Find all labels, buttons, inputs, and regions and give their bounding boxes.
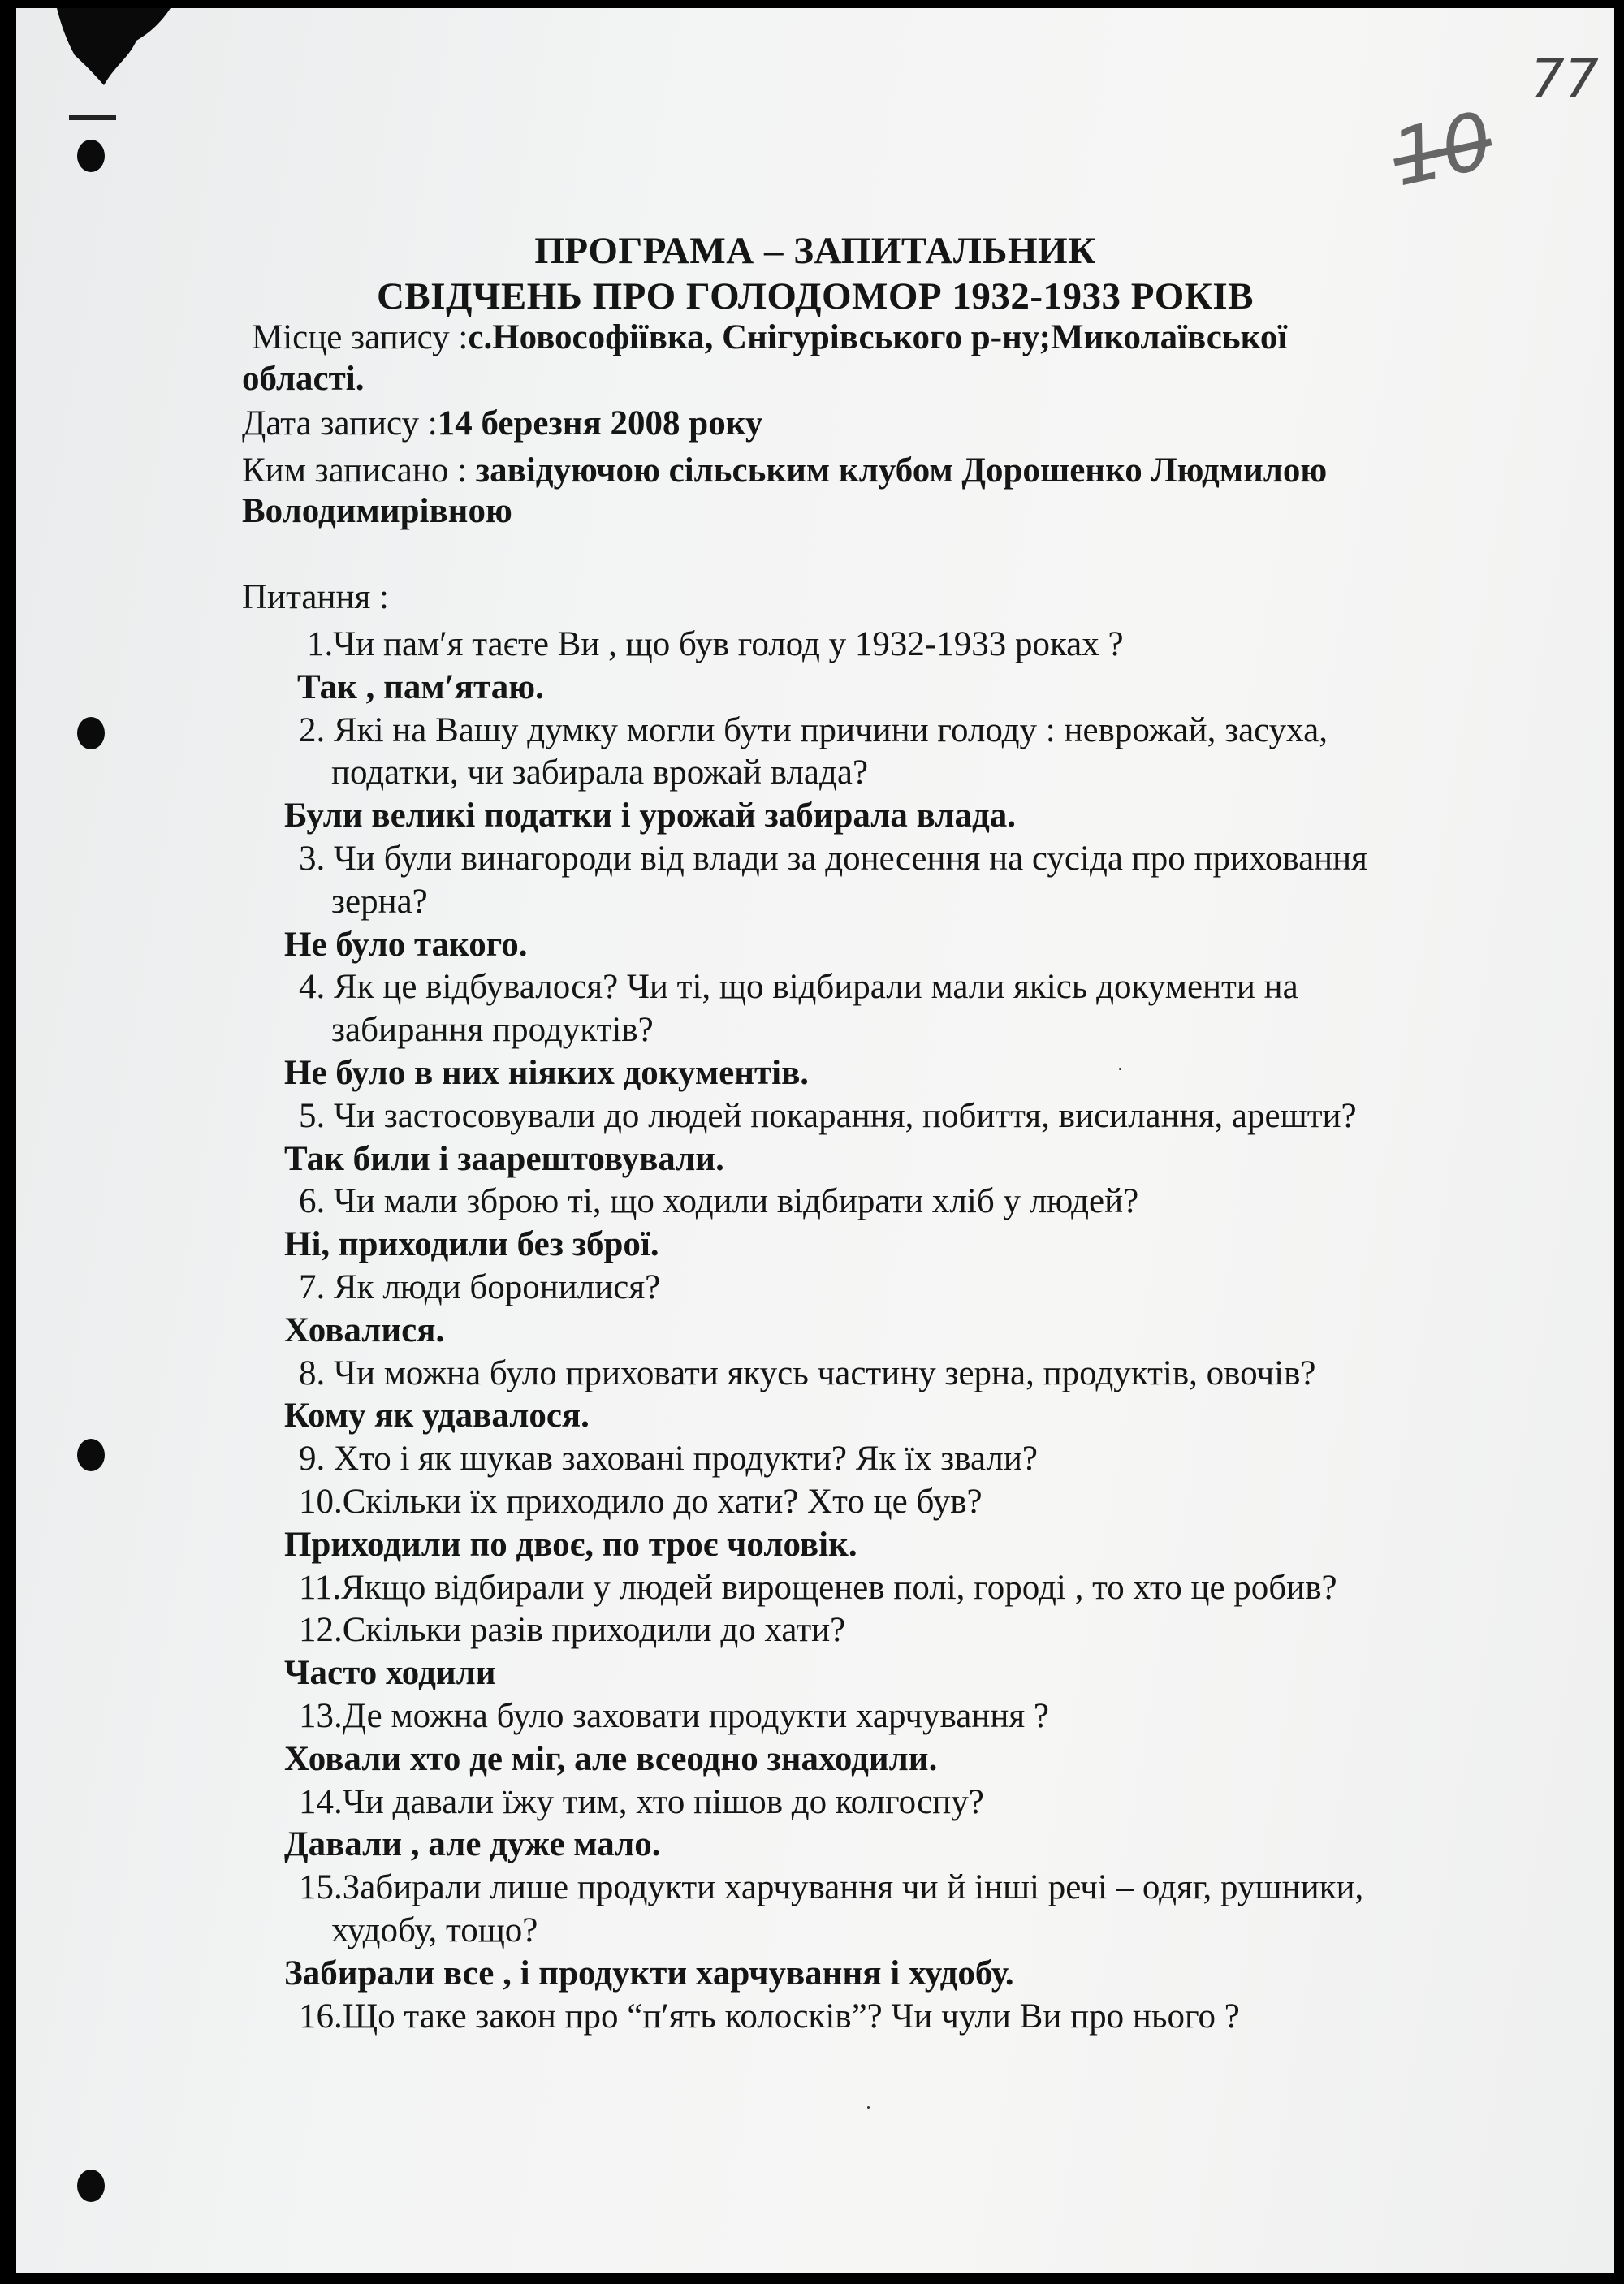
answer-line: Приходили по двоє, по троє чоловік. — [284, 1526, 857, 1564]
question-line: 8. Чи можна було приховати якусь частину зерна, продуктів, овочів? — [299, 1354, 1316, 1392]
question-line: 13.Де можна було заховати продукти харчування ? — [299, 1697, 1049, 1735]
answer-line: Не було такого. — [284, 926, 528, 964]
answer-line: Давали , але дуже мало. — [284, 1825, 661, 1863]
question-line-cont: худобу, тощо? — [331, 1911, 538, 1949]
answer-line: Були великі податки і урожай забирала влада. — [284, 797, 1016, 835]
answer-line: Так , пам′ятаю. — [297, 668, 544, 706]
scan-speck — [1119, 1068, 1121, 1070]
question-line: 16.Що таке закон про “п′ять колосків”? Чи чули Ви про нього ? — [299, 1997, 1240, 2036]
question-line: 12.Скільки разів приходили до хати? — [299, 1611, 846, 1649]
date-value: 14 березня 2008 року — [437, 404, 763, 443]
archive-number-old: 10 — [1384, 94, 1501, 205]
place-label: Місце запису : — [252, 318, 469, 356]
record-place — [252, 318, 1287, 356]
date-label: Дата запису : — [242, 404, 438, 443]
questions-heading: Питання : — [242, 578, 389, 616]
place-value: с.Новософіївка, Снігурівського р-ну;Миколаївської — [468, 318, 1288, 356]
question-line: 14.Чи давали їжу тим, хто пішов до колгоспу? — [299, 1783, 984, 1821]
question-line-cont: зерна? — [331, 883, 428, 921]
document-title-line1: ПРОГРАМА – ЗАПИТАЛЬНИК — [534, 230, 1096, 272]
archive-number-new: 77 — [1531, 47, 1599, 110]
question-line: 1.Чи пам′я таєте Ви , що був голод у 1932-1933 роках ? — [307, 625, 1124, 663]
answer-line: Ні, приходили без зброї. — [284, 1225, 659, 1263]
question-line-cont: забирання продуктів? — [331, 1011, 654, 1049]
question-line: 15.Забирали лише продукти харчування чи й інші речі – одяг, рушники, — [299, 1868, 1364, 1906]
answer-line: Ховали хто де міг, але всеодно знаходили. — [284, 1740, 938, 1778]
answer-line: Ховалися. — [284, 1311, 445, 1349]
answer-line: Не було в них ніяких документів. — [284, 1054, 810, 1092]
punch-hole — [77, 717, 105, 749]
question-line-cont: податки, чи забирала врожай влада? — [331, 753, 869, 792]
punch-hole — [77, 1439, 105, 1471]
answer-line: Часто ходили — [284, 1654, 496, 1692]
question-line: 2. Які на Вашу думку могли бути причини голоду : неврожай, засуха, — [299, 711, 1328, 749]
question-line: 7. Як люди боронилися? — [299, 1268, 661, 1306]
document-page — [16, 8, 1614, 2273]
scan-speck — [867, 2106, 870, 2109]
record-date — [242, 404, 762, 443]
answer-line: Забирали все , і продукти харчування і худобу. — [284, 1954, 1014, 1993]
record-recorder — [242, 451, 1327, 490]
punch-hole — [77, 2170, 105, 2202]
question-line: 11.Якщо відбирали у людей вирощенев полі, городі , то хто це робив? — [299, 1569, 1337, 1607]
punch-hole — [77, 140, 105, 172]
question-line: 4. Як це відбувалося? Чи ті, що відбирали мали якісь документи на — [299, 968, 1298, 1006]
place-value-cont: області. — [242, 360, 365, 398]
torn-corner — [57, 8, 179, 106]
question-line: 5. Чи застосовували до людей покарання, побиття, висилання, арешти? — [299, 1097, 1357, 1135]
question-line: 3. Чи були винагороди від влади за донесення на сусіда про приховання — [299, 840, 1367, 878]
recorder-value: завідуючою сільським клубом Дорошенко Людмилою — [475, 451, 1328, 490]
question-line: 9. Хто і як шукав заховані продукти? Як їх звали? — [299, 1440, 1038, 1478]
question-line: 10.Скільки їх приходило до хати? Хто це був? — [299, 1483, 983, 1521]
document-title-line2: СВІДЧЕНЬ ПРО ГОЛОДОМОР 1932-1933 РОКІВ — [376, 275, 1254, 317]
recorder-value-cont: Володимирівною — [242, 492, 512, 530]
margin-mark — [69, 115, 116, 120]
recorder-label: Ким записано : — [242, 451, 476, 490]
answer-line: Кому як удавалося. — [284, 1397, 590, 1435]
question-line: 6. Чи мали зброю ті, що ходили відбирати хліб у людей? — [299, 1182, 1139, 1220]
answer-line: Так били і заарештовували. — [284, 1140, 724, 1178]
